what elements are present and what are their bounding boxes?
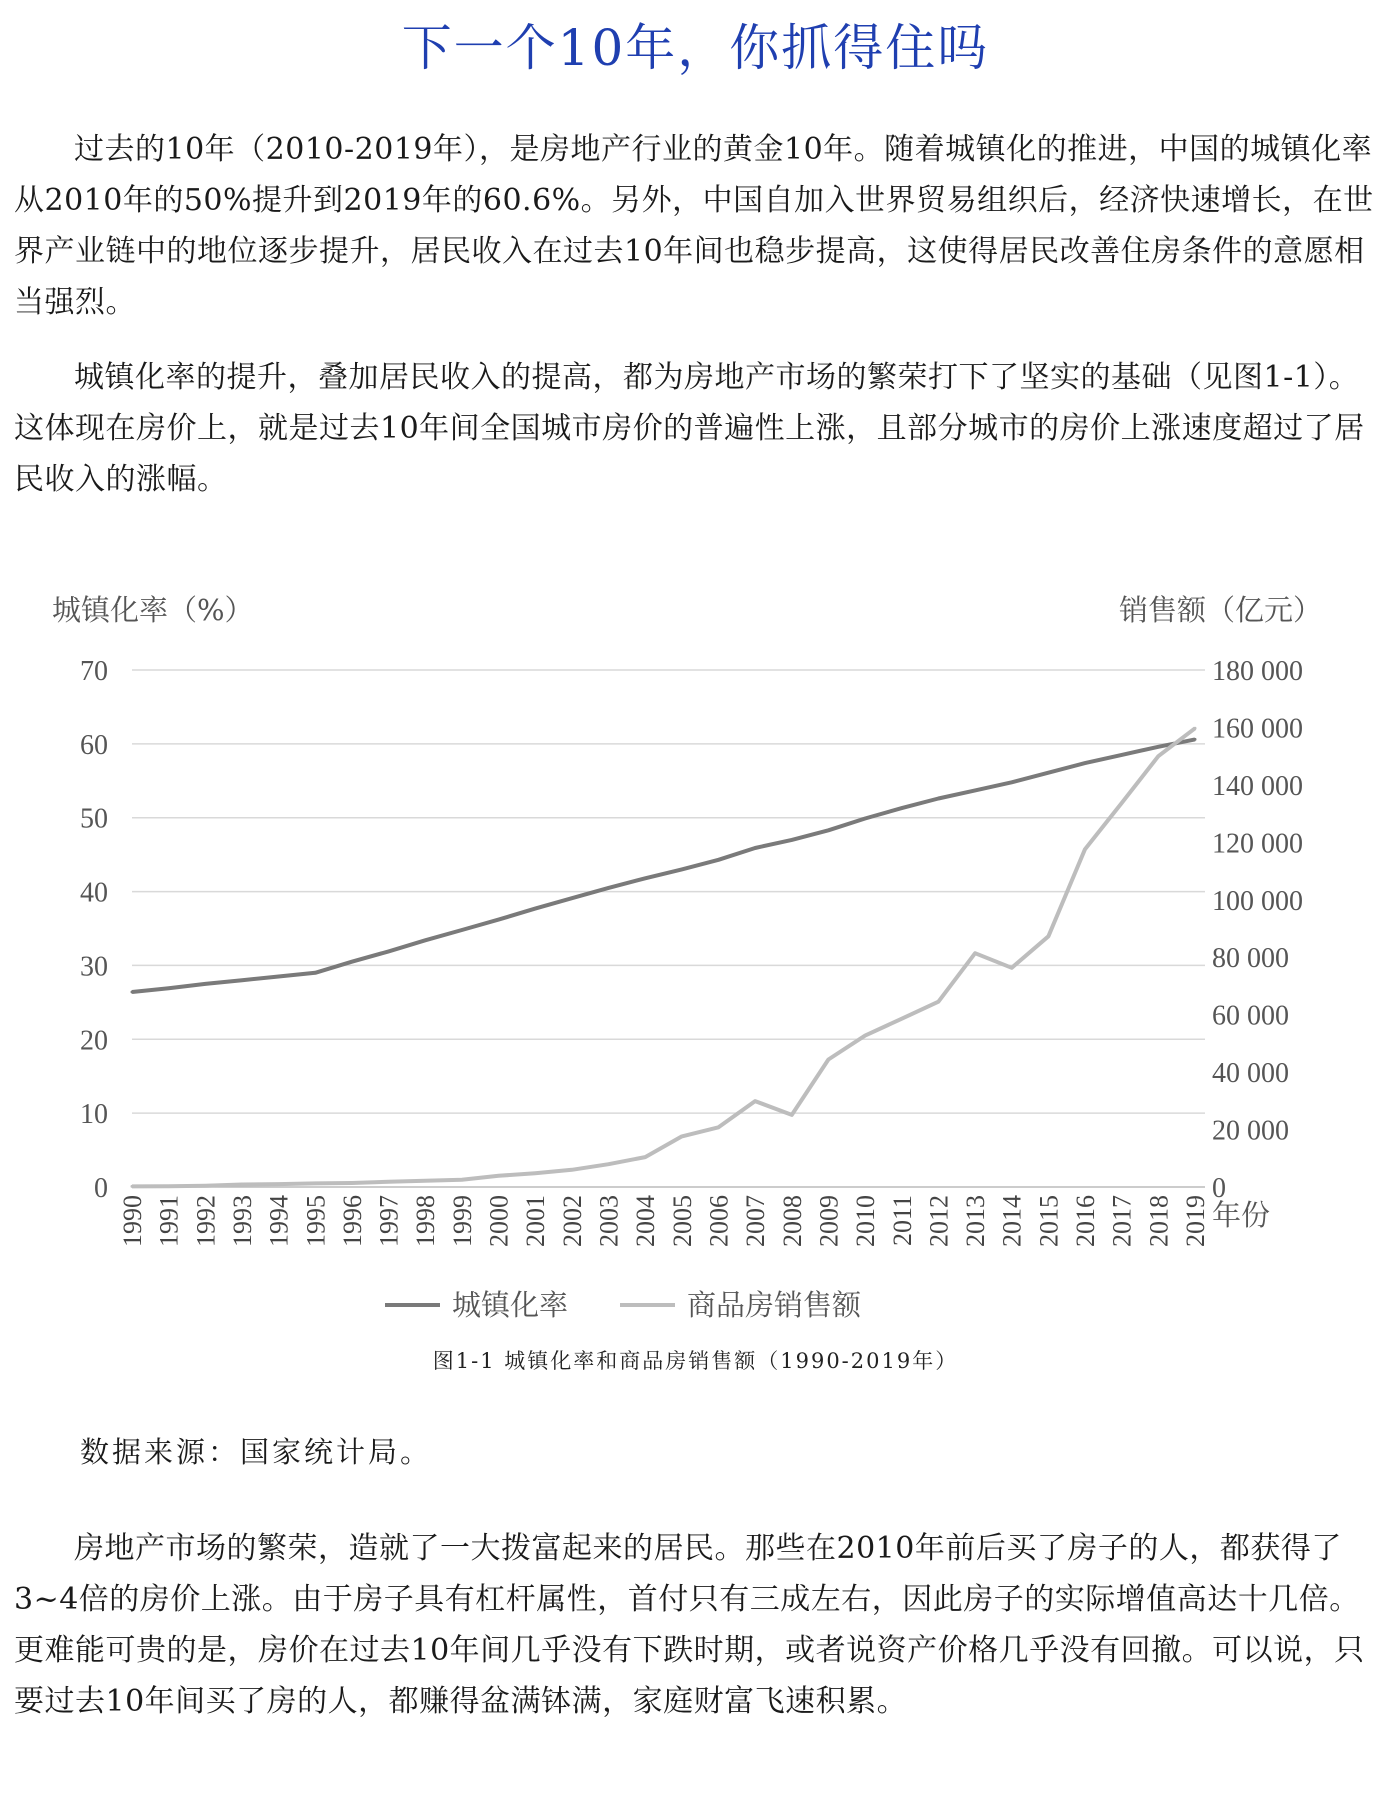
series-lines — [131, 727, 1197, 1188]
data-point — [1194, 738, 1197, 741]
data-point — [680, 1135, 683, 1138]
data-point — [1120, 801, 1123, 804]
data-point — [424, 1179, 427, 1182]
data-point — [717, 1126, 720, 1129]
x-tick-label: 1991 — [154, 1195, 184, 1247]
data-point — [607, 1163, 610, 1166]
data-point — [937, 797, 940, 800]
data-point — [497, 1174, 500, 1177]
data-point — [240, 979, 243, 982]
data-point — [1084, 762, 1087, 765]
x-tick-label: 2012 — [924, 1195, 954, 1247]
series-line — [132, 728, 1195, 1186]
right-tick-label: 80 000 — [1212, 943, 1289, 975]
data-point — [424, 939, 427, 942]
x-tick-label: 2015 — [1034, 1195, 1064, 1247]
data-point — [864, 817, 867, 820]
data-point — [754, 846, 757, 849]
series-line — [132, 739, 1195, 992]
data-point — [1194, 727, 1197, 730]
left-tick-label: 10 — [80, 1099, 108, 1131]
right-tick-label: 40 000 — [1212, 1058, 1289, 1090]
paragraph-1: 过去的10年（2010-2019年），是房地产行业的黄金10年。随着城镇化的推进，中国的城镇化率从2010年的50%提升到2019年的60.6%。另外，中国自加入世界贸易组织后，经济快速增长，在世界产业链中的地位逐步提升，居民收入在过去10年间也稳步提高，这使得居民改善住房条件的意愿相当强烈。 — [14, 132, 1374, 320]
data-point — [827, 1058, 830, 1061]
data-point — [204, 982, 207, 985]
x-tick-label: 2004 — [631, 1195, 661, 1247]
left-axis-ticks — [80, 656, 108, 1204]
data-point — [754, 1100, 757, 1103]
data-point — [277, 975, 280, 978]
paragraph-2: 城镇化率的提升，叠加居民收入的提高，都为房地产市场的繁荣打下了坚实的基础（见图1-1）。这体现在房价上，就是过去10年间全国城市房价的普遍性上涨，且部分城市的房价上涨速度超过了居民收入的涨幅。 — [14, 360, 1365, 497]
x-tick-label: 2002 — [557, 1195, 587, 1247]
x-tick-label: 2000 — [484, 1195, 514, 1247]
x-tick-label: 2011 — [887, 1195, 917, 1247]
x-tick-label: 2007 — [741, 1195, 771, 1247]
left-tick-label: 60 — [80, 729, 108, 761]
legend-label-urbanization: 城镇化率 — [452, 1288, 569, 1322]
right-tick-label: 120 000 — [1212, 828, 1303, 860]
right-axis-label: 销售额（亿元） — [1118, 593, 1322, 627]
right-tick-label: 140 000 — [1212, 770, 1303, 802]
data-point — [131, 1185, 134, 1188]
x-tick-label: 2008 — [777, 1195, 807, 1247]
data-point — [644, 1156, 647, 1159]
data-point — [1010, 966, 1013, 969]
data-point — [387, 1180, 390, 1183]
data-point — [937, 1000, 940, 1003]
x-tick-label: 1996 — [337, 1195, 367, 1247]
x-tick-label: 2005 — [667, 1195, 697, 1247]
x-tick-label: 1998 — [411, 1195, 441, 1247]
data-point — [827, 829, 830, 832]
data-point — [1047, 771, 1050, 774]
right-tick-label: 160 000 — [1212, 713, 1303, 745]
data-point — [131, 991, 134, 994]
data-point — [534, 907, 537, 910]
data-point — [277, 1183, 280, 1186]
left-axis-label: 城镇化率（%） — [52, 593, 254, 627]
data-source: 数据来源：国家统计局。 — [80, 1435, 433, 1469]
right-tick-label: 60 000 — [1212, 1000, 1289, 1032]
data-point — [790, 838, 793, 841]
gridlines — [132, 670, 1205, 1187]
data-point — [607, 886, 610, 889]
x-tick-label: 1992 — [191, 1195, 221, 1247]
data-point — [864, 1034, 867, 1037]
data-point — [570, 1168, 573, 1171]
right-tick-label: 180 000 — [1212, 656, 1303, 687]
data-point — [1120, 753, 1123, 756]
x-unit-label: 年份 — [1212, 1198, 1271, 1232]
data-point — [1047, 935, 1050, 938]
x-tick-label: 2017 — [1107, 1195, 1137, 1247]
x-tick-label: 2009 — [814, 1195, 844, 1247]
page-title: 下一个10年，你抓得住吗 — [401, 19, 990, 77]
right-tick-label: 100 000 — [1212, 885, 1303, 917]
data-point — [534, 1172, 537, 1175]
x-tick-label: 2006 — [704, 1195, 734, 1247]
data-point — [460, 928, 463, 931]
x-tick-label: 1994 — [264, 1195, 294, 1247]
data-point — [1010, 781, 1013, 784]
data-point — [1084, 848, 1087, 851]
urbanization-sales-chart — [0, 570, 1391, 1330]
x-axis-ticks — [118, 1195, 1210, 1247]
left-tick-label: 20 — [80, 1025, 108, 1057]
x-tick-label: 2016 — [1071, 1195, 1101, 1247]
paragraph-3: 房地产市场的繁荣，造就了一大拨富起来的居民。那些在2010年前后买了房子的人，都获得了3~4倍的房价上涨。由于房子具有杠杆属性，首付只有三成左右，因此房子的实际增值高达十几倍。更难能可贵的是，房价在过去10年间几乎没有下跌时期，或者说资产价格几乎没有回撤。可以说，只要过去10年间买了房的人，都赚得盆满钵满，家庭财富飞速积累。 — [14, 1531, 1365, 1719]
x-tick-label: 2013 — [961, 1195, 991, 1247]
data-point — [974, 952, 977, 955]
left-tick-label: 0 — [94, 1173, 108, 1204]
right-tick-label: 0 — [1212, 1173, 1226, 1204]
x-tick-label: 2001 — [521, 1195, 551, 1247]
data-point — [644, 877, 647, 880]
data-point — [900, 1017, 903, 1020]
data-point — [350, 960, 353, 963]
data-point — [460, 1178, 463, 1181]
data-point — [790, 1113, 793, 1116]
data-point — [314, 971, 317, 974]
legend — [385, 1288, 862, 1322]
data-point — [570, 897, 573, 900]
data-point — [167, 987, 170, 990]
right-axis-ticks — [1212, 656, 1303, 1204]
x-tick-label: 1995 — [301, 1195, 331, 1247]
data-point — [204, 1184, 207, 1187]
data-point — [497, 918, 500, 921]
data-point — [680, 868, 683, 871]
x-tick-label: 1997 — [374, 1195, 404, 1247]
data-point — [387, 950, 390, 953]
data-point — [1157, 755, 1160, 758]
data-point — [350, 1181, 353, 1184]
x-tick-label: 1993 — [227, 1195, 257, 1247]
data-point — [717, 858, 720, 861]
data-point — [167, 1185, 170, 1188]
x-tick-label: 2003 — [594, 1195, 624, 1247]
data-point — [974, 789, 977, 792]
data-point — [1157, 745, 1160, 748]
x-tick-label: 2010 — [851, 1195, 881, 1247]
left-tick-label: 40 — [80, 877, 108, 909]
x-tick-label: 2014 — [997, 1195, 1027, 1247]
data-point — [240, 1183, 243, 1186]
left-tick-label: 50 — [80, 803, 108, 835]
data-point — [314, 1182, 317, 1185]
left-tick-label: 70 — [80, 656, 108, 687]
right-tick-label: 20 000 — [1212, 1115, 1289, 1147]
x-tick-label: 2018 — [1144, 1195, 1174, 1247]
left-tick-label: 30 — [80, 951, 108, 983]
x-tick-label: 1999 — [447, 1195, 477, 1247]
figure-caption: 图1-1 城镇化率和商品房销售额（1990-2019年） — [432, 1349, 959, 1373]
legend-label-sales: 商品房销售额 — [687, 1288, 862, 1322]
x-tick-label: 1990 — [118, 1195, 147, 1247]
data-point — [900, 807, 903, 810]
x-tick-label: 2019 — [1181, 1195, 1210, 1247]
